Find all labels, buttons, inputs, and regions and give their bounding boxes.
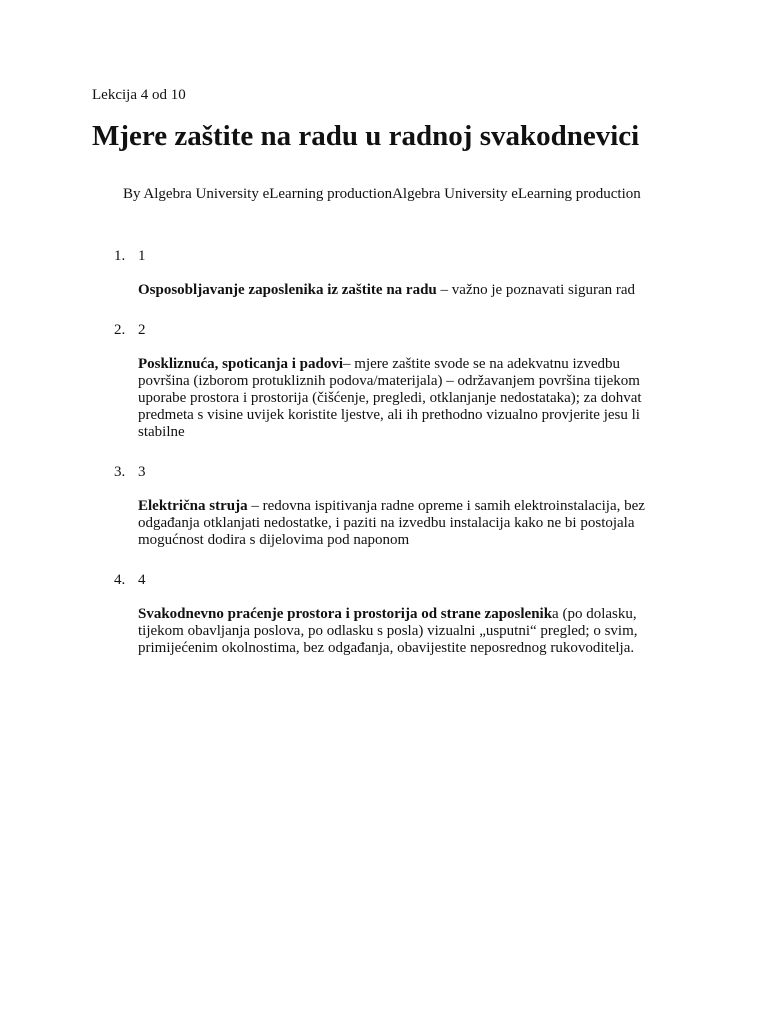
- step-text: [138, 282, 668, 299]
- step-marker: 3.: [114, 464, 126, 480]
- step-heading: Električna struja: [138, 498, 248, 514]
- step-number: 4: [138, 572, 146, 588]
- lesson-counter: Lekcija 4 od 10: [92, 87, 186, 103]
- steps-list: [92, 248, 672, 680]
- step-description: – redovna ispitivanja radne opreme i samih elektroinstalacija, bez odgađanja otklanjati nedostatke, i paziti na izvedbu instalacija kako ne bi postojala mogućnost dodira s dijelovima pod naponom: [138, 498, 645, 548]
- step-description: a (po dolasku, tijekom obavljanja poslova, po odlasku s posla) vizualni „usputni“ pregled; o svim, primijećenim okolnostima, bez odgađanja, obavijestite neposrednog rukovoditelja.: [138, 606, 638, 656]
- step-description: – važno je poznavati siguran rad: [436, 282, 636, 298]
- page-title: Mjere zaštite na radu u radnoj svakodnevici: [92, 120, 640, 152]
- step-heading: Poskliznuća, spoticanja i padovi: [138, 356, 344, 372]
- step-number: 1: [138, 248, 146, 264]
- step-number: 2: [138, 322, 146, 338]
- step-text: [138, 498, 668, 549]
- step-heading: Osposobljavanje zaposlenika iz zaštite na radu: [138, 282, 437, 298]
- step-marker: 1.: [114, 248, 126, 264]
- step-item: [92, 248, 672, 299]
- step-item: [92, 572, 672, 657]
- step-item: [92, 322, 672, 441]
- step-marker: 2.: [114, 322, 126, 338]
- step-marker: 4.: [114, 572, 126, 588]
- step-text: [138, 356, 668, 441]
- step-description: – mjere zaštite svode se na adekvatnu izvedbu površina (izborom protukliznih podova/materijala) – održavanjem površina tijekom uporabe prostora i prostorija (čišćenje, pregledi, otklanjanje nedostataka); za dohvat predmeta s visine uvijek koristite ljestve, ali ih prethodno vizualno provjerite jesu li stabilne: [138, 356, 642, 440]
- step-item: [92, 464, 672, 549]
- step-text: [138, 606, 668, 657]
- step-number: 3: [138, 464, 146, 480]
- author-byline: By Algebra University eLearning productionAlgebra University eLearning production: [123, 186, 641, 202]
- step-heading: Svakodnevno praćenje prostora i prostorija od strane zaposlenik: [138, 606, 553, 622]
